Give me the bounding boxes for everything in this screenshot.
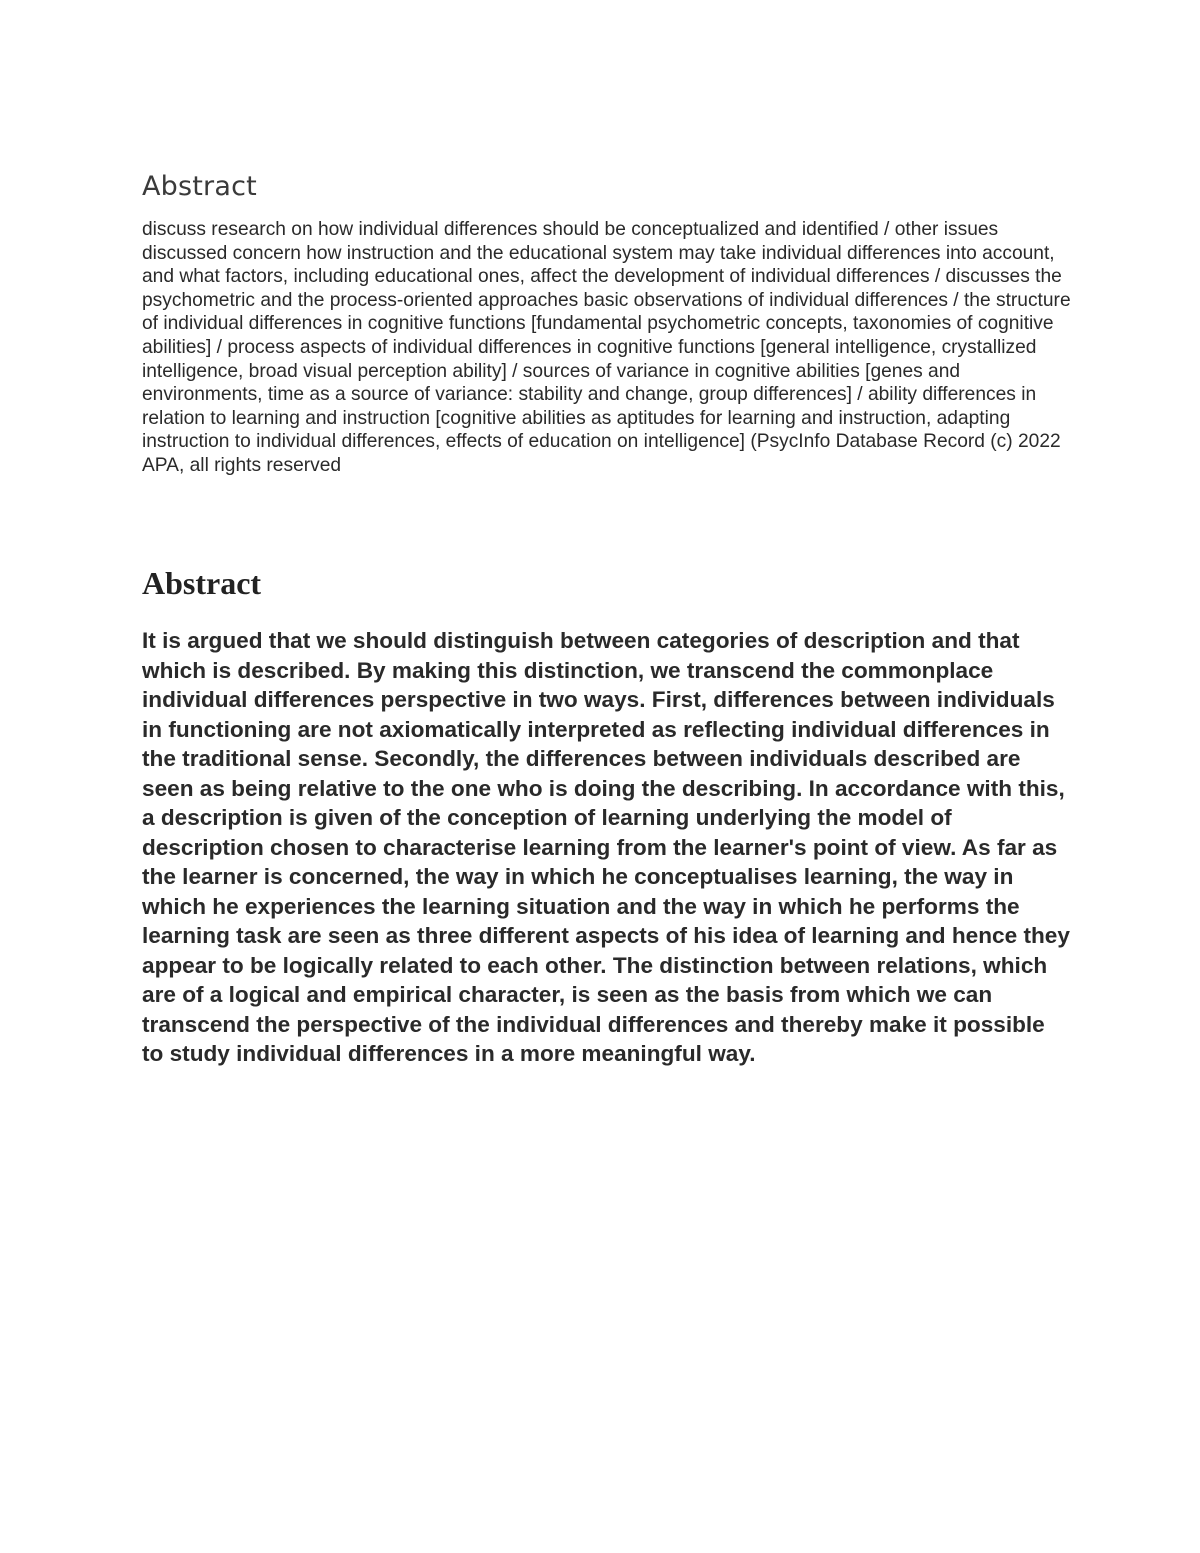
abstract-body-1: discuss research on how individual differences should be conceptualized and identified / other issues discussed concern how instruction and the educational system may take individual differences into account, and what factors, including educational ones, affect the development of individual differences / discusses the psychometric and the process-oriented approaches basic observations of individual differences / the structure of individual differences in cognitive functions [fundamental psychometric concepts, taxonomies of cognitive abilities] / process aspects of individual differences in cognitive functions [general intelligence, crystallized intelligence, broad visual perception ability] / sources of variance in cognitive abilities [genes and environments, time as a source of variance: stability and change, group differences] / ability differences in relation to learning and instruction [cognitive abilities as aptitudes for learning and instruction, adapting instruction to individual differences, effects of education on intelligence] (PsycInfo Database Record (c) 2022 APA, all rights reserved bbox=[142, 219, 1071, 476]
abstract-section-2 bbox=[142, 562, 1072, 1069]
abstract-body-2: It is argued that we should distinguish between categories of description and that which is described. By making this distinction, we transcend the commonplace individual differences perspective in two ways. First, differences between individuals in functioning are not axiomatically interpreted as reflecting individual differences in the traditional sense. Secondly, the differences between individuals described are seen as being relative to the one who is doing the describing. In accordance with this, a description is given of the conception of learning underlying the model of description chosen to characterise learning from the learner's point of view. As far as the learner is concerned, the way in which he conceptualises learning, the way in which he experiences the learning situation and the way in which he performs the learning task are seen as three different aspects of his idea of learning and hence they appear to be logically related to each other. The distinction between relations, which are of a logical and empirical character, is seen as the basis from which we can transcend the perspective of the individual differences and thereby make it possible to study individual differences in a more meaningful way. bbox=[142, 628, 1070, 1066]
abstract-section-1 bbox=[142, 170, 1072, 478]
abstract-heading-1: Abstract bbox=[142, 171, 257, 202]
abstract-heading-2: Abstract bbox=[142, 565, 262, 601]
